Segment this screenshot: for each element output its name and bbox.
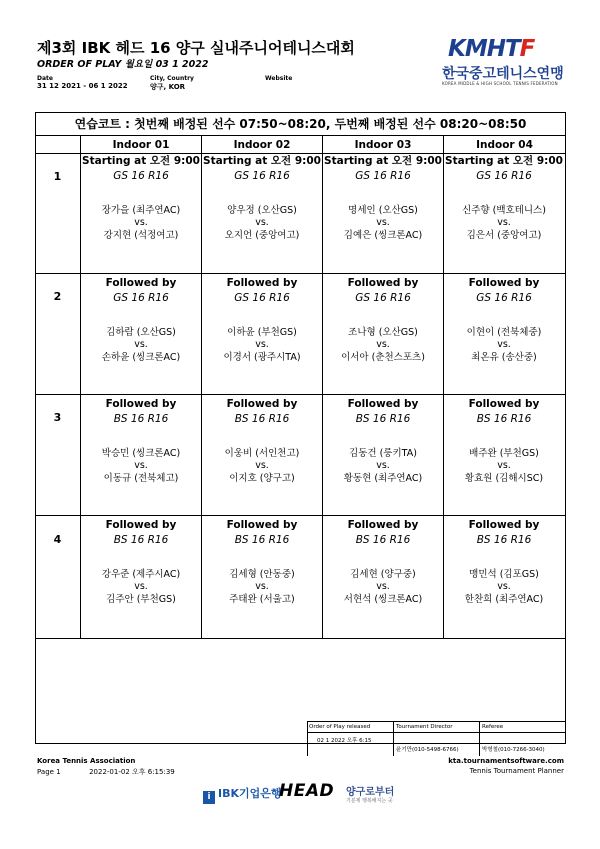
city-label: City, Country: [150, 75, 194, 82]
court-header: Indoor 02: [233, 139, 291, 151]
versus-label: vs.: [134, 460, 148, 471]
player-2: 최온유 (송산중): [471, 352, 537, 363]
match-time: Followed by: [347, 519, 419, 531]
versus-label: vs.: [255, 581, 269, 592]
match-cell: [323, 397, 443, 485]
tournament-title: 제3회 IBK 헤드 16 양구 실내주니어테니스대회: [37, 39, 355, 57]
director-value: 윤기만(010-5498-6766): [396, 747, 459, 753]
logo-name-english: KOREA MIDDLE & HIGH SCHOOL TENNIS FEDERATION: [442, 81, 558, 86]
versus-label: vs.: [255, 339, 269, 350]
match-cell: [444, 276, 564, 364]
match-event: BS 16 R16: [113, 413, 169, 425]
grid-divider: [35, 394, 566, 395]
match-event: GS 16 R16: [234, 170, 290, 182]
released-value: 02 1 2022 오후 6:15: [317, 738, 372, 744]
court-header: Indoor 03: [354, 139, 412, 151]
versus-label: vs.: [497, 581, 511, 592]
federation-logo: [440, 36, 580, 90]
page-info: [37, 767, 175, 777]
player-2: 서현석 (씽크론AC): [343, 594, 423, 605]
player-2: 한찬희 (최주연AC): [464, 594, 544, 605]
player-1: 맹민석 (김포GS): [469, 569, 539, 580]
practice-court-banner: 연습코트 : 첫번째 배정된 선수 07:50~08:20, 두번째 배정된 선수 08:20~08:50: [35, 112, 566, 136]
released-label: Order of Play released: [309, 724, 371, 730]
match-time: Followed by: [226, 519, 298, 531]
website-label: Website: [265, 75, 293, 82]
date-label: Date: [37, 75, 53, 82]
match-event: BS 16 R16: [355, 534, 411, 546]
player-2: 손하윤 (씽크론AC): [101, 352, 181, 363]
match-event: GS 16 R16: [476, 292, 532, 304]
match-time: Followed by: [226, 398, 298, 410]
yanggu-name: 양구로부터: [346, 787, 395, 798]
match-time: Starting at 오전 9:00: [324, 155, 442, 167]
match-event: GS 16 R16: [355, 170, 411, 182]
versus-label: vs.: [376, 460, 390, 471]
player-2: 황동현 (최주연AC): [343, 473, 423, 484]
versus-label: vs.: [255, 217, 269, 228]
player-2: 이경서 (광주시TA): [223, 352, 301, 363]
match-cell: [323, 154, 443, 242]
player-2: 이서아 (춘천스포츠): [341, 352, 425, 363]
player-2: 이지호 (양구고): [229, 473, 295, 484]
match-event: GS 16 R16: [234, 292, 290, 304]
referee-value: 박형철(010-7266-3040): [482, 747, 545, 753]
grid-divider: [35, 638, 566, 639]
player-2: 강지현 (석정여고): [103, 230, 179, 241]
ibk-sponsor-logo: [203, 785, 282, 804]
court-header: Indoor 01: [112, 139, 170, 151]
player-1: 이하윤 (부천GS): [227, 327, 297, 338]
versus-label: vs.: [376, 581, 390, 592]
player-1: 명세인 (오산GS): [348, 205, 418, 216]
player-1: 장가을 (최주연AC): [101, 205, 181, 216]
page-number: Page 1: [37, 768, 61, 776]
row-number: 3: [53, 411, 62, 424]
match-time: Followed by: [105, 277, 177, 289]
match-cell: [202, 276, 322, 364]
versus-label: vs.: [497, 460, 511, 471]
match-time: Starting at 오전 9:00: [445, 155, 563, 167]
grid-divider: [35, 515, 566, 516]
player-1: 김세형 (안동중): [229, 569, 295, 580]
yanggu-slogan: 기분제 행복해지는 곳: [346, 798, 393, 804]
player-1: 김세현 (양구중): [350, 569, 416, 580]
match-event: GS 16 R16: [113, 170, 169, 182]
player-1: 이현이 (전북체중): [466, 327, 542, 338]
website-link[interactable]: kta.tournamentsoftware.com: [448, 757, 564, 765]
logo-mark-red: F: [519, 36, 535, 62]
logo-mark-blue: KMHT: [448, 36, 520, 62]
match-time: Followed by: [468, 277, 540, 289]
date-value: 31 12 2021 - 06 1 2022: [37, 82, 128, 90]
match-cell: [81, 397, 201, 485]
player-2: 주태완 (서울고): [229, 594, 295, 605]
software-name: Tennis Tournament Planner: [469, 767, 564, 775]
print-timestamp: 2022-01-02 오후 6:15:39: [89, 768, 175, 776]
match-cell: [81, 154, 201, 242]
match-cell: [81, 276, 201, 364]
match-cell: [444, 154, 564, 242]
match-event: BS 16 R16: [476, 534, 532, 546]
city-value: 양구, KOR: [150, 83, 186, 91]
player-2: 김예은 (씽크론AC): [343, 230, 423, 241]
player-2: 오지언 (중앙여고): [224, 230, 300, 241]
match-time: Followed by: [347, 398, 419, 410]
player-1: 김하람 (오산GS): [106, 327, 176, 338]
match-time: Followed by: [468, 398, 540, 410]
row-number: 1: [53, 170, 62, 183]
player-2: 이동규 (전북체고): [103, 473, 179, 484]
release-info-grid: [307, 721, 566, 756]
match-event: BS 16 R16: [234, 413, 290, 425]
match-event: BS 16 R16: [113, 534, 169, 546]
match-time: Followed by: [347, 277, 419, 289]
referee-label: Referee: [482, 724, 504, 730]
match-cell: [202, 397, 322, 485]
player-2: 김주안 (부천GS): [106, 594, 176, 605]
match-time: Starting at 오전 9:00: [203, 155, 321, 167]
match-cell: [202, 518, 322, 606]
yanggu-sponsor-logo: [346, 783, 394, 804]
player-2: 황효원 (김해시SC): [464, 473, 544, 484]
match-cell: [81, 518, 201, 606]
match-cell: [444, 518, 564, 606]
player-1: 양우정 (오산GS): [227, 205, 297, 216]
player-1: 배주완 (부천GS): [469, 448, 539, 459]
match-time: Followed by: [226, 277, 298, 289]
versus-label: vs.: [134, 339, 148, 350]
match-event: GS 16 R16: [355, 292, 411, 304]
versus-label: vs.: [497, 339, 511, 350]
versus-label: vs.: [134, 217, 148, 228]
player-1: 신주향 (백호테니스): [462, 205, 546, 216]
match-cell: [323, 518, 443, 606]
association-name: Korea Tennis Association: [37, 757, 136, 765]
match-time: Followed by: [105, 398, 177, 410]
row-number: 2: [53, 290, 62, 303]
versus-label: vs.: [255, 460, 269, 471]
versus-label: vs.: [497, 217, 511, 228]
match-time: Followed by: [468, 519, 540, 531]
head-sponsor-logo: HEAD: [279, 781, 335, 801]
versus-label: vs.: [376, 217, 390, 228]
match-time: Followed by: [105, 519, 177, 531]
versus-label: vs.: [376, 339, 390, 350]
ibk-icon: i: [203, 791, 215, 804]
match-event: GS 16 R16: [113, 292, 169, 304]
court-header: Indoor 04: [476, 139, 533, 151]
match-cell: [323, 276, 443, 364]
player-1: 이웅비 (서인천고): [224, 448, 300, 459]
match-event: BS 16 R16: [476, 413, 532, 425]
match-event: BS 16 R16: [234, 534, 290, 546]
grid-divider: [35, 273, 566, 274]
player-1: 김동건 (룽키TA): [349, 448, 417, 459]
logo-name-korean: 한국중고테니스연맹: [442, 66, 564, 82]
ibk-name: IBK기업은행: [218, 787, 282, 800]
director-label: Tournament Director: [396, 724, 453, 730]
match-event: BS 16 R16: [355, 413, 411, 425]
match-event: GS 16 R16: [476, 170, 532, 182]
match-time: Starting at 오전 9:00: [82, 155, 200, 167]
player-1: 박승민 (씽크론AC): [101, 448, 181, 459]
player-1: 조나형 (오산GS): [348, 327, 418, 338]
player-2: 김은서 (중앙여고): [466, 230, 542, 241]
match-cell: [444, 397, 564, 485]
versus-label: vs.: [134, 581, 148, 592]
row-number: 4: [53, 533, 62, 546]
match-cell: [202, 154, 322, 242]
player-1: 강우준 (제주시AC): [101, 569, 181, 580]
order-of-play-date: ORDER OF PLAY 월요일 03 1 2022: [37, 59, 209, 70]
